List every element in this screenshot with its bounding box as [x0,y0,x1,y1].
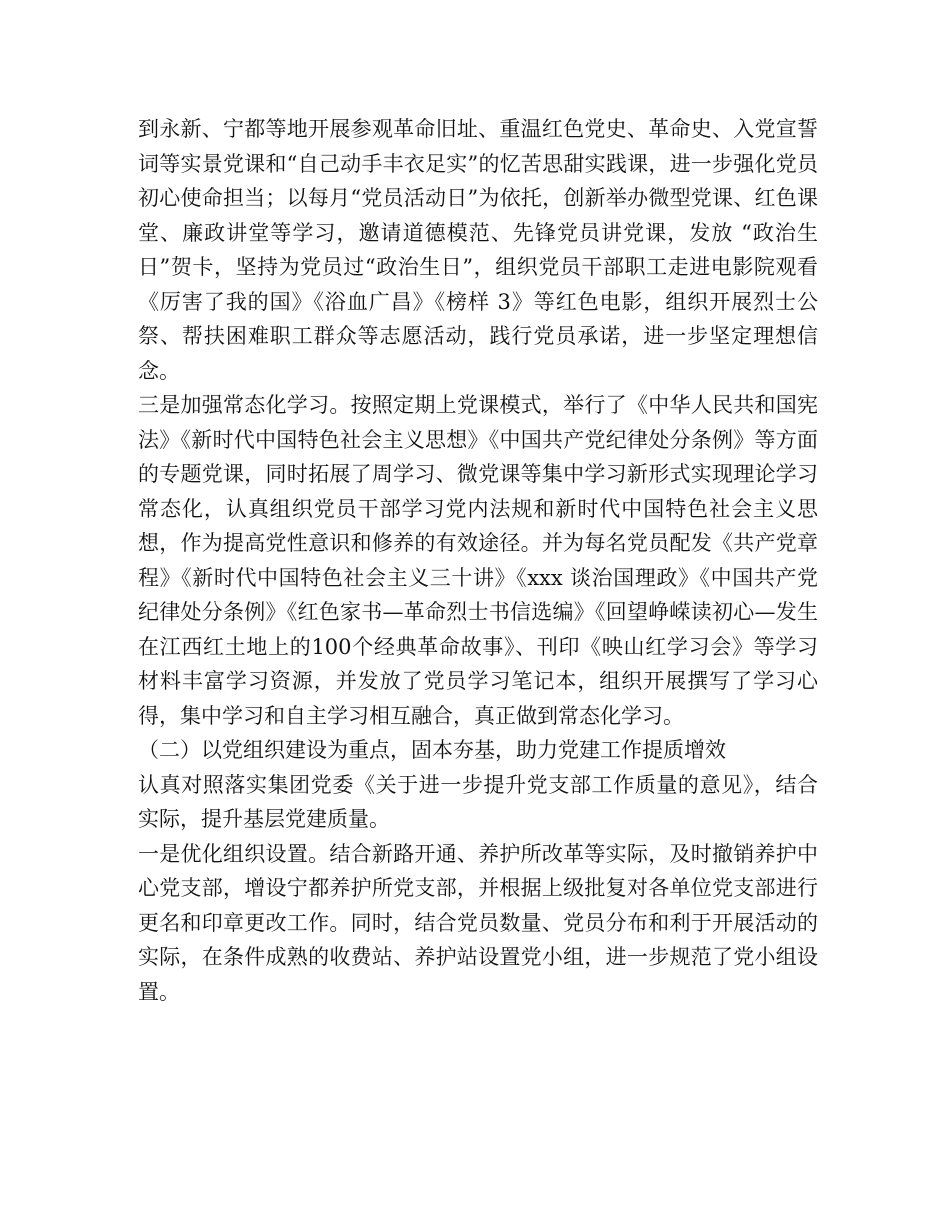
paragraph-optimize-organization: 一是优化组织设置。结合新路开通、养护所改革等实际，及时撤销养护中心党支部，增设宁都养护所党支部，并根据上级批复对各单位党支部进行更名和印章更改工作。同时，结合党员数量、党员分布和利于开展活动的实际，在条件成熟的收费站、养护站设置党小组，进一步规范了党小组设置。 [138,841,818,1004]
document-body [138,112,818,1009]
section-heading-organization: （二）以党组织建设为重点，固本夯基，助力党建工作提质增效 [138,738,726,762]
paragraph-regular-study: 三是加强常态化学习。按照定期上党课模式，举行了《中华人民共和国宪法》《新时代中国特色社会主义思想》《中国共产党纪律处分条例》等方面的专题党课，同时拓展了周学习、微党课等集中学习新形式实现理论学习常态化，认真组织党员干部学习党内法规和新时代中国特色社会主义思想，作为提高党性意识和修养的有效途径。并为每名党员配发《共产党章程》《新时代中国特色社会主义三十讲》《xxx 谈治国理政》《中国共产党纪律处分条例》《红色家书—革命烈士书信选编》《回望峥嵘读初心—发生在江西红土地上的100个经典革命故事》、刊印《映山红学习会》等学习材料丰富学习资源，并发放了党员学习笔记本，组织开展撰写了学习心得，集中学习和自主学习相互融合，真正做到常态化学习。 [138,393,818,728]
paragraph-activities: 到永新、宁都等地开展参观革命旧址、重温红色党史、革命史、入党宣誓词等实景党课和“自己动手丰衣足实”的忆苦思甜实践课，进一步强化党员初心使命担当；以每月“党员活动日”为依托，创新举办微型党课、红色课堂、廉政讲堂等学习，邀请道德模范、先锋党员讲党课，发放 “政治生日”贺卡，坚持为党员过“政治生日”，组织党员干部职工走进电影院观看《厉害了我的国》《浴血广昌》《榜样 3》等红色电影，组织开展烈士公祭、帮扶困难职工群众等志愿活动，践行党员承诺，进一步坚定理想信念。 [138,117,818,383]
paragraph-implementation: 认真对照落实集团党委《关于进一步提升党支部工作质量的意见》，结合实际，提升基层党建质量。 [138,772,818,831]
